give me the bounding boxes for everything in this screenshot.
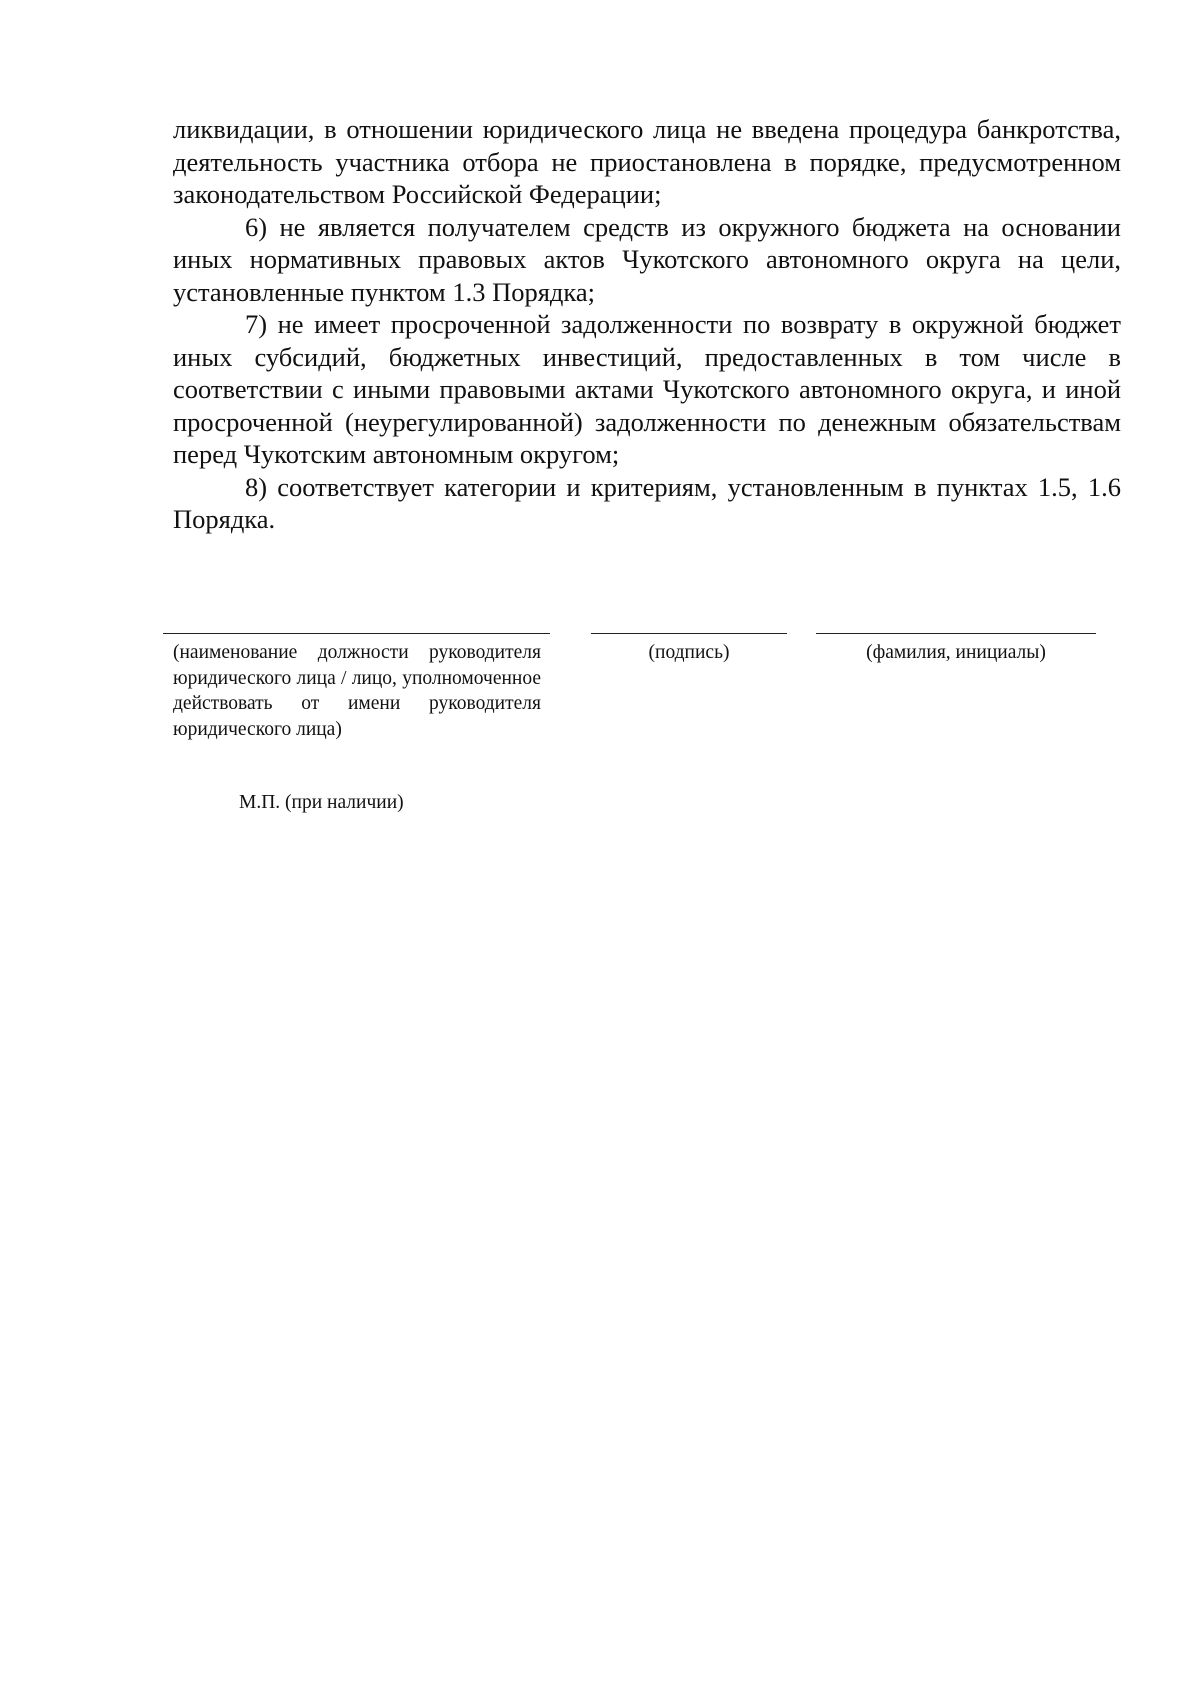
paragraph-item-7: 7) не имеет просроченной задолженности по возврату в окружной бюджет иных субсидий, бюджетных инвестиций, предоставленных в том числе в соответствии с иными правовыми актами Чукотского автономного округа, и иной просроченной (неурегулированной) задолженности по денежным обязательствам перед Чукотским автономным округом; xyxy=(173,309,1121,469)
stamp-note: М.П. (при наличии) xyxy=(239,792,404,813)
signature-line xyxy=(591,633,787,634)
position-caption: (наименование должности руководителя юридического лица / лицо, уполномоченное действовать от имени руководителя юридического лица) xyxy=(173,642,541,740)
signature-caption: (подпись) xyxy=(648,642,730,663)
name-signature-line xyxy=(816,633,1096,634)
paragraph-item-8: 8) соответствует категории и критериям, установленным в пунктах 1.5, 1.6 Порядка. xyxy=(173,471,1121,534)
document-body xyxy=(173,113,1121,536)
paragraph-item-6: 6) не является получателем средств из окружного бюджета на основании иных нормативных правовых актов Чукотского автономного округа на цели, установленные пунктом 1.3 Порядка; xyxy=(173,211,1121,307)
paragraph-continuation: ликвидации, в отношении юридического лица не введена процедура банкротства, деятельность участника отбора не приостановлена в порядке, предусмотренном законодательством Российской Федерации; xyxy=(173,114,1121,209)
name-caption: (фамилия, инициалы) xyxy=(866,642,1046,663)
position-signature-line xyxy=(163,633,550,634)
